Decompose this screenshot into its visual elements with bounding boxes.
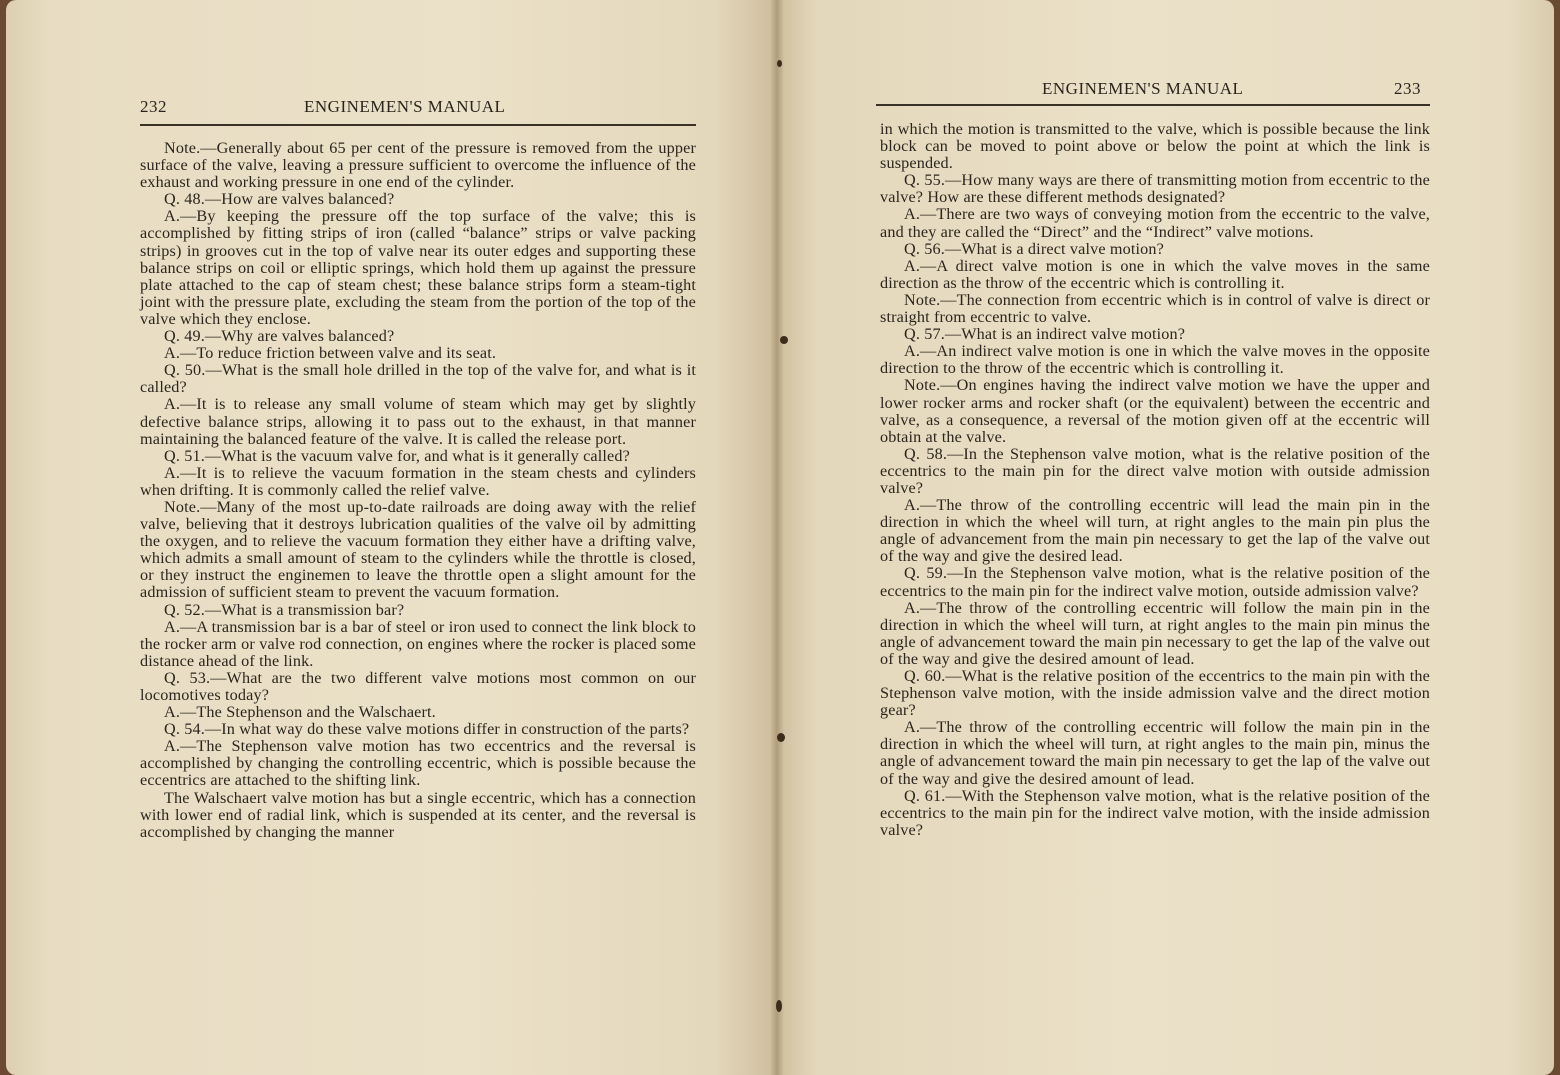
right-paragraph: A.—The throw of the controlling eccentric will lead the main pin in the direction in which the wheel will turn, at right angles to the main pin plus the angle of advancement from the main pin necessary to get the lap of the valve out of the way and give the desired lead. xyxy=(880,496,1430,566)
left-paragraph: A.—The Stephenson valve motion has two eccentrics and the reversal is accomplished by changing the controlling eccentric, which is possible because the eccentrics are attached to the shifting link. xyxy=(140,737,696,790)
left-paragraph: Note.—Many of the most up-to-date railroads are doing away with the relief valve, believing that it destroys lubrication qualities of the valve oil by admitting the oxygen, and to relieve the vacuum formation they either have a drifting valve, which admits a small amount of steam to the cylinders while the throttle is closed, or they instruct the enginemen to leave the throttle open a slight amount for the admission of sufficient steam to prevent the vacuum formation. xyxy=(140,497,696,602)
left-paragraph: Q. 52.—What is a transmission bar? xyxy=(164,600,405,619)
left-paragraph: Q. 54.—In what way do these valve motions differ in construction of the parts? xyxy=(164,720,690,739)
right-paragraph: Q. 55.—How many ways are there of transmitting motion from eccentric to the valve? How are these different methods designated? xyxy=(880,171,1430,207)
right-page xyxy=(776,0,1554,1075)
binding-thread-mark xyxy=(780,336,788,344)
left-paragraph: A.—It is to release any small volume of steam which may get by slightly defective balance strips, allowing it to pass out to the exhaust, in that manner maintaining the balanced feature of the valve. It is called the release port. xyxy=(140,395,696,448)
right-page-body xyxy=(880,121,1430,839)
binding-thread-mark xyxy=(776,1000,782,1012)
left-page-number: 232 xyxy=(140,97,167,116)
right-paragraph: A.—An indirect valve motion is one in which the valve moves in the opposite direction to the throw of the eccentric which is controlling it. xyxy=(880,342,1430,378)
book-gutter xyxy=(770,0,784,1075)
right-paragraph: Q. 58.—In the Stephenson valve motion, what is the relative position of the eccentrics to the main pin for the direct valve motion with outside admission valve? xyxy=(880,444,1430,497)
left-paragraph: A.—The Stephenson and the Walschaert. xyxy=(164,703,436,722)
right-paragraph: A.—There are two ways of conveying motion from the eccentric to the valve, and they are called the “Direct” and the “Indirect” valve motions. xyxy=(880,205,1430,241)
left-paragraph: Q. 51.—What is the vacuum valve for, and what is it generally called? xyxy=(164,446,630,465)
left-page-body xyxy=(140,140,696,841)
left-paragraph: Q. 49.—Why are valves balanced? xyxy=(164,327,395,346)
right-paragraph: A.—A direct valve motion is one in which the valve moves in the same direction as the throw of the eccentric which is controlling it. xyxy=(880,256,1430,292)
right-paragraph: Note.—The connection from eccentric which is in control of valve is direct or straight from eccentric to valve. xyxy=(880,290,1430,327)
left-running-head: ENGINEMEN'S MANUAL xyxy=(304,97,506,116)
left-paragraph: The Walschaert valve motion has but a single eccentric, which has a connection with lower end of radial link, which is suspended at its center, and the reversal is accomplished by changing the manner xyxy=(140,788,696,841)
binding-thread-mark xyxy=(777,733,785,742)
left-paragraph: A.—To reduce friction between valve and its seat. xyxy=(164,344,497,363)
right-page-number: 233 xyxy=(1394,79,1421,98)
right-header-rule xyxy=(876,104,1430,106)
right-continuation-paragraph: in which the motion is transmitted to the valve, which is possible because the link block can be moved to point above or below the point at which the link is suspended. xyxy=(880,120,1430,173)
binding-thread-mark xyxy=(777,60,782,67)
right-paragraph: A.—The throw of the controlling eccentric will follow the main pin in the direction in which the wheel will turn, at right angles to the main pin, minus the angle of advancement toward the main pin necessary to get the lap of the valve out of the way and give the desired amount of lead. xyxy=(880,718,1430,788)
right-paragraph: A.—The throw of the controlling eccentric will follow the main pin in the direction in which the wheel will turn, at right angles to the main pin minus the angle of advancement toward the main pin necessary to get the lap of the valve out of the way and give the desired amount of lead. xyxy=(880,598,1430,668)
left-paragraph: Note.—Generally about 65 per cent of the pressure is removed from the upper surface of the valve, leaving a pressure sufficient to overcome the influence of the exhaust and working pressure in one end of the cylinder. xyxy=(140,139,696,192)
left-paragraph: A.—A transmission bar is a bar of steel or iron used to connect the link block to the rocker arm or valve rod connection, on engines where the rocker is placed some distance ahead of the link. xyxy=(140,617,696,670)
right-paragraph: Q. 59.—In the Stephenson valve motion, what is the relative position of the eccentrics to the main pin for the indirect valve motion, outside admission valve? xyxy=(880,564,1430,600)
left-header-rule xyxy=(140,124,696,126)
right-paragraph: Q. 61.—With the Stephenson valve motion, what is the relative position of the eccentrics to the main pin for the indirect valve motion, with the inside admission valve? xyxy=(880,786,1430,839)
left-paragraph: A.—It is to relieve the vacuum formation in the steam chests and cylinders when drifting. It is commonly called the relief valve. xyxy=(140,463,696,499)
left-paragraph: Q. 50.—What is the small hole drilled in the top of the valve for, and what is it called? xyxy=(140,361,696,397)
left-paragraph: Q. 53.—What are the two different valve motions most common on our locomotives today? xyxy=(140,668,696,704)
right-paragraph: Note.—On engines having the indirect valve motion we have the upper and lower rocker arms and rocker shaft (or the equivalent) between the eccentric and valve, as a consequence, a reversal of the motion given off at the eccentric will obtain at the valve. xyxy=(880,376,1430,446)
right-paragraph: Q. 60.—What is the relative position of the eccentrics to the main pin with the Stephenson valve motion, with the inside admission valve and the direct motion gear? xyxy=(880,667,1430,720)
left-paragraph: A.—By keeping the pressure off the top surface of the valve; this is accomplished by fitting strips of iron (called “balance” strips or valve packing strips) in grooves cut in the top of valve near its outer edges and supporting these balance strips on coil or elliptic springs, which hold them up against the pressure plate attached to the cap of steam chest; these balance strips form a steam-tight joint with the pressure plate, excluding the steam from the portion of the top of the valve which they enclose. xyxy=(140,207,696,328)
right-paragraph: Q. 56.—What is a direct valve motion? xyxy=(904,239,1164,258)
left-paragraph: Q. 48.—How are valves balanced? xyxy=(164,190,395,209)
right-paragraph: Q. 57.—What is an indirect valve motion? xyxy=(904,325,1186,344)
left-page xyxy=(6,0,776,1075)
right-running-head: ENGINEMEN'S MANUAL xyxy=(1042,79,1244,98)
